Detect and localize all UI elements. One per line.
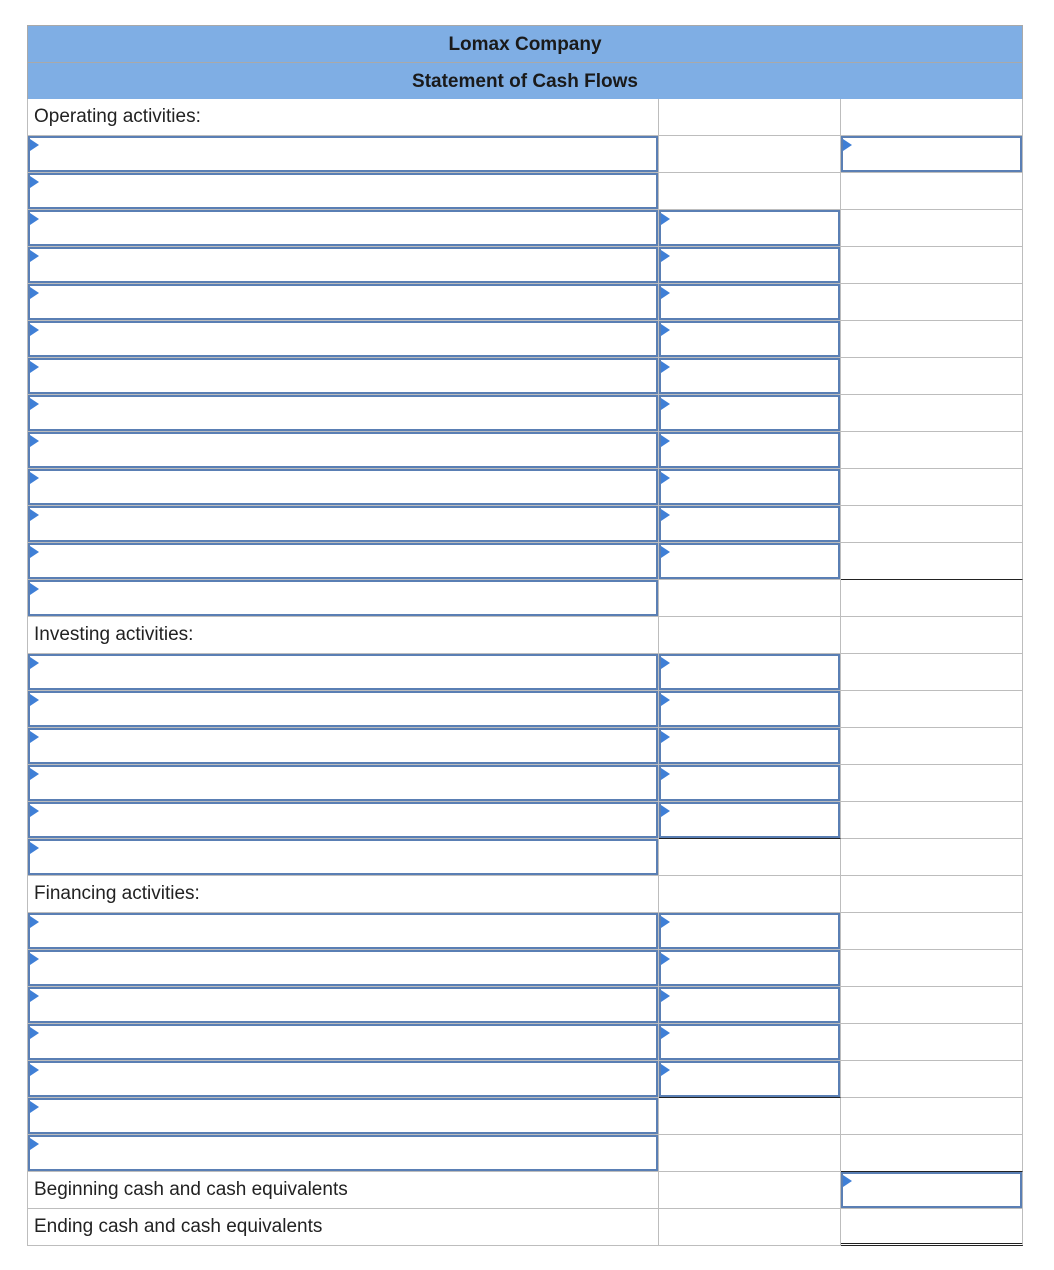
- amount-input[interactable]: [659, 395, 840, 431]
- description-input-field[interactable]: [30, 434, 656, 466]
- description-input-field[interactable]: [30, 656, 656, 688]
- statement-row: [27, 1061, 1023, 1098]
- description-input-field[interactable]: [30, 175, 656, 207]
- amount-cell: [659, 913, 841, 950]
- amount-cell: [659, 617, 841, 654]
- amount-cell: [659, 950, 841, 987]
- statement-row: [27, 1098, 1023, 1135]
- amount-input-field[interactable]: [661, 249, 838, 281]
- total-cell: [841, 1135, 1023, 1172]
- statement-row: [27, 654, 1023, 691]
- amount-cell: [659, 284, 841, 321]
- total-cell: [841, 1061, 1023, 1098]
- statement-row: [27, 765, 1023, 802]
- amount-input[interactable]: [659, 950, 840, 986]
- total-input-field[interactable]: [843, 138, 1020, 170]
- statement-row: [27, 210, 1023, 247]
- statement-row: [27, 839, 1023, 876]
- statement-row: [27, 691, 1023, 728]
- description-input-field[interactable]: [30, 138, 656, 170]
- statement-row: [27, 876, 1023, 913]
- description-cell: [27, 469, 659, 506]
- statement-rows: [27, 99, 1023, 1246]
- total-cell: [841, 987, 1023, 1024]
- amount-input-field[interactable]: [661, 1026, 838, 1058]
- total-input[interactable]: [841, 1172, 1022, 1208]
- description-input-field[interactable]: [30, 1063, 656, 1095]
- description-input[interactable]: [28, 210, 658, 246]
- statement-row: [27, 543, 1023, 580]
- description-input-field[interactable]: [30, 989, 656, 1021]
- cash-flow-statement: [27, 25, 1023, 1246]
- amount-input-field[interactable]: [661, 323, 838, 355]
- description-input[interactable]: [28, 247, 658, 283]
- row-label-text: Operating activities:: [34, 106, 201, 127]
- description-cell: [27, 432, 659, 469]
- statement-row: [27, 913, 1023, 950]
- total-cell: [841, 654, 1023, 691]
- description-cell: [27, 691, 659, 728]
- total-cell: [841, 543, 1023, 580]
- amount-input-field[interactable]: [661, 286, 838, 318]
- description-input[interactable]: [28, 913, 658, 949]
- amount-cell: [659, 987, 841, 1024]
- amount-cell: [659, 765, 841, 802]
- description-cell: [27, 358, 659, 395]
- total-cell: [841, 950, 1023, 987]
- amount-input[interactable]: [659, 469, 840, 505]
- amount-cell: [659, 1024, 841, 1061]
- statement-title: Statement of Cash Flows: [27, 62, 1023, 99]
- amount-cell: [659, 1135, 841, 1172]
- description-input-field[interactable]: [30, 212, 656, 244]
- total-cell: [841, 728, 1023, 765]
- total-cell: [841, 1098, 1023, 1135]
- description-input[interactable]: [28, 173, 658, 209]
- total-cell: [841, 136, 1023, 173]
- total-cell: [841, 395, 1023, 432]
- row-label: [27, 617, 659, 654]
- statement-row: [27, 506, 1023, 543]
- company-name: Lomax Company: [27, 25, 1023, 62]
- row-label-text: Investing activities:: [34, 624, 194, 645]
- amount-input-field[interactable]: [661, 804, 838, 836]
- statement-row: [27, 395, 1023, 432]
- statement-row: [27, 321, 1023, 358]
- total-cell: [841, 1024, 1023, 1061]
- amount-cell: [659, 654, 841, 691]
- row-label: [27, 1209, 659, 1246]
- amount-cell: [659, 580, 841, 617]
- description-cell: [27, 1135, 659, 1172]
- amount-input-field[interactable]: [661, 656, 838, 688]
- description-input[interactable]: [28, 950, 658, 986]
- description-cell: [27, 136, 659, 173]
- description-input[interactable]: [28, 839, 658, 875]
- description-input[interactable]: [28, 506, 658, 542]
- description-cell: [27, 765, 659, 802]
- statement-row: [27, 1209, 1023, 1246]
- description-input-field[interactable]: [30, 767, 656, 799]
- total-input-field[interactable]: [843, 1174, 1020, 1206]
- total-cell: [841, 432, 1023, 469]
- amount-input-field[interactable]: [661, 212, 838, 244]
- total-cell: [841, 617, 1023, 654]
- description-input[interactable]: [28, 432, 658, 468]
- row-label: [27, 99, 659, 136]
- total-cell: [841, 1209, 1023, 1246]
- total-cell: [841, 691, 1023, 728]
- amount-input[interactable]: [659, 358, 840, 394]
- amount-cell: [659, 247, 841, 284]
- description-input-field[interactable]: [30, 249, 656, 281]
- amount-input-field[interactable]: [661, 915, 838, 947]
- description-input-field[interactable]: [30, 471, 656, 503]
- total-cell: [841, 99, 1023, 136]
- description-cell: [27, 173, 659, 210]
- amount-cell: [659, 876, 841, 913]
- total-cell: [841, 580, 1023, 617]
- description-input-field[interactable]: [30, 545, 656, 577]
- statement-row: [27, 987, 1023, 1024]
- amount-input-field[interactable]: [661, 360, 838, 392]
- description-input-field[interactable]: [30, 1026, 656, 1058]
- amount-input-field[interactable]: [661, 434, 838, 466]
- statement-row: [27, 247, 1023, 284]
- amount-input[interactable]: [659, 432, 840, 468]
- amount-input[interactable]: [659, 543, 840, 579]
- description-cell: [27, 543, 659, 580]
- amount-cell: [659, 802, 841, 839]
- description-input[interactable]: [28, 395, 658, 431]
- description-input[interactable]: [28, 136, 658, 172]
- description-input[interactable]: [28, 765, 658, 801]
- total-cell: [841, 802, 1023, 839]
- description-input[interactable]: [28, 469, 658, 505]
- description-input[interactable]: [28, 1135, 658, 1171]
- amount-input[interactable]: [659, 691, 840, 727]
- amount-input[interactable]: [659, 654, 840, 690]
- description-input-field[interactable]: [30, 915, 656, 947]
- description-cell: [27, 1024, 659, 1061]
- statement-row: [27, 358, 1023, 395]
- description-input-field[interactable]: [30, 841, 656, 873]
- amount-cell: [659, 358, 841, 395]
- description-input[interactable]: [28, 321, 658, 357]
- description-cell: [27, 802, 659, 839]
- total-cell: [841, 321, 1023, 358]
- amount-cell: [659, 1172, 841, 1209]
- row-label-text: Beginning cash and cash equivalents: [34, 1179, 348, 1200]
- amount-input-field[interactable]: [661, 767, 838, 799]
- amount-input-field[interactable]: [661, 952, 838, 984]
- statement-row: [27, 950, 1023, 987]
- statement-row: [27, 1024, 1023, 1061]
- description-input[interactable]: [28, 580, 658, 616]
- description-input-field[interactable]: [30, 582, 656, 614]
- description-input[interactable]: [28, 1061, 658, 1097]
- description-input-field[interactable]: [30, 1137, 656, 1169]
- statement-row: [27, 728, 1023, 765]
- total-cell: [841, 876, 1023, 913]
- statement-row: [27, 617, 1023, 654]
- amount-input[interactable]: [659, 321, 840, 357]
- amount-input[interactable]: [659, 802, 840, 838]
- total-cell: [841, 765, 1023, 802]
- description-cell: [27, 950, 659, 987]
- amount-input-field[interactable]: [661, 730, 838, 762]
- total-cell: [841, 358, 1023, 395]
- amount-input[interactable]: [659, 765, 840, 801]
- amount-cell: [659, 136, 841, 173]
- description-cell: [27, 506, 659, 543]
- description-input-field[interactable]: [30, 730, 656, 762]
- amount-cell: [659, 210, 841, 247]
- description-input[interactable]: [28, 802, 658, 838]
- amount-cell: [659, 469, 841, 506]
- description-cell: [27, 839, 659, 876]
- amount-cell: [659, 691, 841, 728]
- description-cell: [27, 728, 659, 765]
- amount-cell: [659, 506, 841, 543]
- amount-cell: [659, 1061, 841, 1098]
- amount-cell: [659, 432, 841, 469]
- description-cell: [27, 284, 659, 321]
- amount-input[interactable]: [659, 913, 840, 949]
- description-cell: [27, 210, 659, 247]
- amount-cell: [659, 728, 841, 765]
- amount-cell: [659, 1209, 841, 1246]
- statement-row: [27, 1135, 1023, 1172]
- row-label-text: Financing activities:: [34, 883, 200, 904]
- description-cell: [27, 247, 659, 284]
- description-input-field[interactable]: [30, 693, 656, 725]
- amount-cell: [659, 839, 841, 876]
- amount-cell: [659, 321, 841, 358]
- statement-row: [27, 173, 1023, 210]
- statement-row: [27, 469, 1023, 506]
- amount-input[interactable]: [659, 210, 840, 246]
- amount-input-field[interactable]: [661, 545, 838, 577]
- total-cell: [841, 469, 1023, 506]
- description-input[interactable]: [28, 1098, 658, 1134]
- description-cell: [27, 654, 659, 691]
- description-cell: [27, 395, 659, 432]
- amount-input[interactable]: [659, 987, 840, 1023]
- description-input[interactable]: [28, 654, 658, 690]
- amount-input-field[interactable]: [661, 508, 838, 540]
- amount-input[interactable]: [659, 1024, 840, 1060]
- statement-row: [27, 284, 1023, 321]
- statement-row: [27, 136, 1023, 173]
- total-cell: [841, 506, 1023, 543]
- description-cell: [27, 580, 659, 617]
- total-cell: [841, 284, 1023, 321]
- amount-input[interactable]: [659, 506, 840, 542]
- amount-input[interactable]: [659, 728, 840, 764]
- amount-cell: [659, 543, 841, 580]
- description-cell: [27, 321, 659, 358]
- description-input-field[interactable]: [30, 952, 656, 984]
- total-input[interactable]: [841, 136, 1022, 172]
- statement-row: [27, 802, 1023, 839]
- total-cell: [841, 839, 1023, 876]
- description-cell: [27, 987, 659, 1024]
- description-input-field[interactable]: [30, 360, 656, 392]
- description-input[interactable]: [28, 358, 658, 394]
- description-input-field[interactable]: [30, 1100, 656, 1132]
- description-input-field[interactable]: [30, 508, 656, 540]
- description-input-field[interactable]: [30, 323, 656, 355]
- amount-input-field[interactable]: [661, 471, 838, 503]
- description-input[interactable]: [28, 543, 658, 579]
- description-cell: [27, 1061, 659, 1098]
- description-cell: [27, 1098, 659, 1135]
- amount-input[interactable]: [659, 247, 840, 283]
- total-cell: [841, 913, 1023, 950]
- description-input[interactable]: [28, 728, 658, 764]
- amount-input-field[interactable]: [661, 1063, 838, 1095]
- amount-input[interactable]: [659, 284, 840, 320]
- description-input[interactable]: [28, 284, 658, 320]
- amount-cell: [659, 395, 841, 432]
- row-label: [27, 876, 659, 913]
- amount-cell: [659, 1098, 841, 1135]
- statement-row: [27, 580, 1023, 617]
- statement-row: [27, 432, 1023, 469]
- amount-input-field[interactable]: [661, 693, 838, 725]
- description-input[interactable]: [28, 987, 658, 1023]
- description-input-field[interactable]: [30, 804, 656, 836]
- amount-input[interactable]: [659, 1061, 840, 1097]
- statement-row: [27, 99, 1023, 136]
- row-label: [27, 1172, 659, 1209]
- amount-cell: [659, 173, 841, 210]
- total-cell: [841, 1172, 1023, 1209]
- description-input[interactable]: [28, 1024, 658, 1060]
- amount-input-field[interactable]: [661, 397, 838, 429]
- description-input-field[interactable]: [30, 397, 656, 429]
- statement-row: [27, 1172, 1023, 1209]
- description-cell: [27, 913, 659, 950]
- total-cell: [841, 247, 1023, 284]
- row-label-text: Ending cash and cash equivalents: [34, 1216, 323, 1237]
- description-input[interactable]: [28, 691, 658, 727]
- amount-cell: [659, 99, 841, 136]
- total-cell: [841, 210, 1023, 247]
- description-input-field[interactable]: [30, 286, 656, 318]
- total-cell: [841, 173, 1023, 210]
- amount-input-field[interactable]: [661, 989, 838, 1021]
